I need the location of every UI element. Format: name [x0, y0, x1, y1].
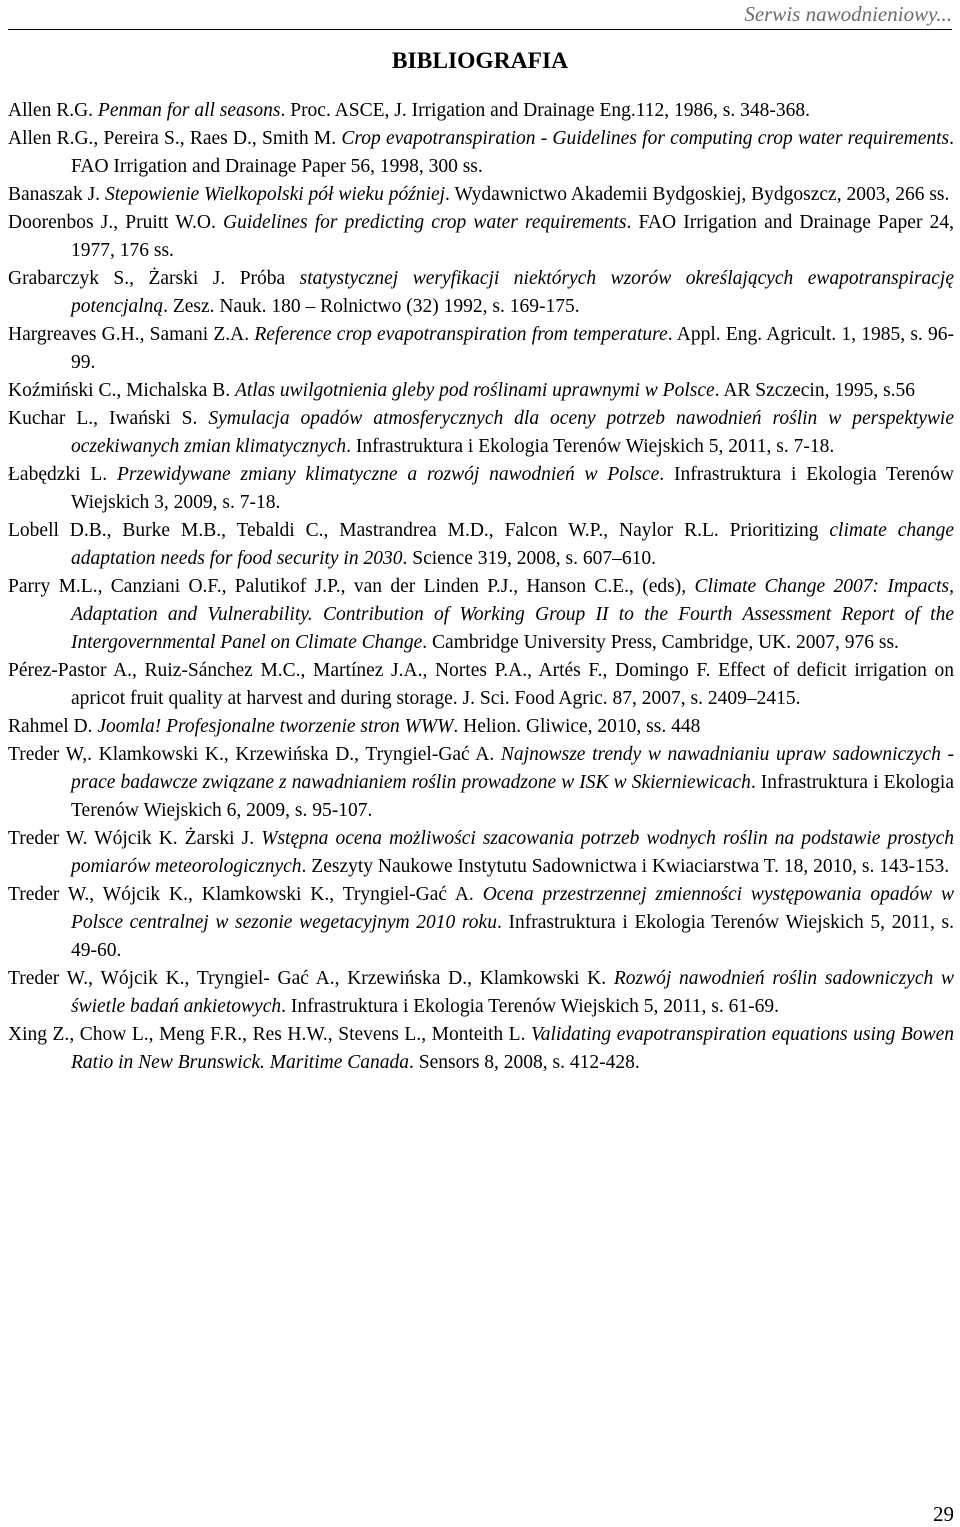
entry-details: . Helion. Gliwice, 2010, ss. 448 — [453, 716, 701, 737]
bibliography-entry — [8, 741, 954, 825]
entry-title: Ocena przestrzennej zmienności występowania opadów w Polsce centralnej w sezonie wegetacyjnym 2010 roku — [71, 884, 954, 933]
entry-title: climate change adaptation needs for food security in 2030 — [71, 520, 955, 569]
entry-title: Reference crop evapotranspiration from temperature — [254, 324, 668, 345]
entry-authors: Rahmel D. — [8, 716, 98, 737]
entry-details: . AR Szczecin, 1995, s.56 — [714, 380, 916, 401]
header-divider — [8, 29, 952, 30]
bibliography-entry — [8, 881, 954, 965]
bibliography-entry — [8, 321, 954, 377]
entry-title: statystycznej weryfikacji niektórych wzorów określających ewapotranspirację potencjalną — [71, 268, 955, 317]
running-header: Serwis nawodnieniowy... — [744, 2, 952, 26]
entry-title: Symulacja opadów atmosferycznych dla oceny potrzeb nawodnień roślin w perspektywie oczekiwanych zmian klimatycznych — [71, 408, 954, 457]
entry-authors: Pérez-Pastor A., Ruiz-Sánchez M.C., Martínez J.A., Nortes P.A., Artés F., Domingo F. — [8, 660, 719, 681]
bibliography-entry — [8, 125, 954, 181]
entry-authors: Treder W. Wójcik K. Żarski J. — [8, 828, 262, 849]
bibliography-entry — [8, 405, 954, 461]
entry-authors: Kuchar L., Iwański S. — [8, 408, 209, 429]
entry-details: . Infrastruktura i Ekologia Terenów Wiejskich 5, 2011, s. 61-69. — [281, 996, 780, 1017]
entry-details: . Science 319, 2008, s. 607–610. — [402, 548, 656, 569]
entry-details: . Sensors 8, 2008, s. 412-428. — [408, 1052, 640, 1073]
page-number: 29 — [933, 1502, 954, 1526]
entry-title: Joomla! Profesjonalne tworzenie stron WWW — [97, 716, 454, 737]
entry-authors: Łabędzki L. — [8, 464, 117, 485]
bibliography-entry — [8, 377, 954, 405]
page-title: BIBLIOGRAFIA — [391, 48, 569, 74]
entry-details: . Infrastruktura i Ekologia Terenów Wiejskich 6, 2009, s. 95-107. — [71, 772, 954, 821]
entry-title: Climate Change 2007: Impacts, Adaptation and Vulnerability. Contribution of Working Group II to the Fourth Assessment Report of the Intergovernmental Panel on Climate Change — [71, 576, 955, 653]
entry-title: Penman for all seasons — [97, 100, 281, 121]
bibliography-entry — [8, 657, 954, 713]
bibliography-entry — [8, 965, 954, 1021]
bibliography-entry — [8, 825, 954, 881]
bibliography-entry — [8, 713, 954, 741]
entry-title: Najnowsze trendy w nawadnianiu upraw sadowniczych - prace badawcze związane z nawadnianiem roślin prowadzone w ISK w Skierniewicach — [71, 744, 955, 793]
entry-details: Effect of deficit irrigation on apricot fruit quality at harvest and during storage. J. Sci. Food Agric. 87, 2007, s. 2409–2415. — [71, 660, 955, 709]
entry-title: Crop evapotranspiration - Guidelines for computing crop water requirements — [341, 128, 950, 149]
entry-title: Stepowienie Wielkopolski pół wieku później — [104, 184, 446, 205]
entry-title: Rozwój nawodnień roślin sadowniczych w świetle badań ankietowych — [71, 968, 954, 1017]
entry-authors: Allen R.G. — [8, 100, 98, 121]
entry-details: . Cambridge University Press, Cambridge, UK. 2007, 976 ss. — [422, 632, 899, 653]
entry-authors: Allen R.G., Pereira S., Raes D., Smith M. — [8, 128, 342, 149]
bibliography-entry — [8, 517, 954, 573]
bibliography-list — [8, 97, 954, 1077]
entry-authors: Banaszak J. — [8, 184, 105, 205]
entry-title: Atlas uwilgotnienia gleby pod roślinami uprawnymi w Polsce — [234, 380, 715, 401]
entry-details: . Appl. Eng. Agricult. 1, 1985, s. 96-99. — [71, 324, 955, 373]
entry-authors: Treder W,. Klamkowski K., Krzewińska D., Tryngiel-Gać A. — [8, 744, 501, 765]
entry-title: Guidelines for predicting crop water requirements — [223, 212, 627, 233]
entry-details: . Proc. ASCE, J. Irrigation and Drainage Eng.112, 1986, s. 348-368. — [280, 100, 810, 121]
entry-details: . Infrastruktura i Ekologia Terenów Wiejskich 3, 2009, s. 7-18. — [71, 464, 954, 513]
bibliography-entry — [8, 461, 954, 517]
entry-title: Wstępna ocena możliwości szacowania potrzeb wodnych roślin na podstawie prostych pomiarów meteorologicznych — [71, 828, 954, 877]
bibliography-entry — [8, 97, 954, 125]
entry-details: . Infrastruktura i Ekologia Terenów Wiejskich 5, 2011, s. 49-60. — [71, 912, 954, 961]
entry-authors: Doorenbos J., Pruitt W.O. — [8, 212, 224, 233]
bibliography-entry — [8, 1021, 954, 1077]
entry-title: Validating evapotranspiration equations using Bowen Ratio in New Brunswick. Maritime Canada — [71, 1024, 955, 1073]
entry-authors: Koźmiński C., Michalska B. — [8, 380, 235, 401]
entry-details: . Wydawnictwo Akademii Bydgoskiej, Bydgoszcz, 2003, 266 ss. — [445, 184, 950, 205]
entry-details: . Zesz. Nauk. 180 – Rolnictwo (32) 1992, s. 169-175. — [163, 296, 580, 317]
entry-authors: Hargreaves G.H., Samani Z.A. — [8, 324, 255, 345]
bibliography-entry — [8, 573, 954, 657]
bibliography-entry — [8, 265, 954, 321]
bibliography-entry — [8, 209, 954, 265]
entry-authors: Treder W., Wójcik K., Tryngiel- Gać A., Krzewińska D., Klamkowski K. — [8, 968, 614, 989]
entry-details: . FAO Irrigation and Drainage Paper 24, 1977, 176 ss. — [71, 212, 954, 261]
bibliography-entry — [8, 181, 954, 209]
entry-authors: Treder W., Wójcik K., Klamkowski K., Tryngiel-Gać A. — [8, 884, 483, 905]
entry-authors: Parry M.L., Canziani O.F., Palutikof J.P., van der Linden P.J., Hanson C.E., (eds), — [8, 576, 695, 597]
entry-authors: Lobell D.B., Burke M.B., Tebaldi C., Mastrandrea M.D., Falcon W.P., Naylor R.L. Prioritizing — [8, 520, 830, 541]
entry-details: . Zeszyty Naukowe Instytutu Sadownictwa i Kwiaciarstwa T. 18, 2010, s. 143-153. — [301, 856, 950, 877]
entry-title: Przewidywane zmiany klimatyczne a rozwój nawodnień w Polsce — [116, 464, 660, 485]
entry-authors: Xing Z., Chow L., Meng F.R., Res H.W., Stevens L., Monteith L. — [8, 1024, 532, 1045]
entry-details: . Infrastruktura i Ekologia Terenów Wiejskich 5, 2011, s. 7-18. — [346, 436, 835, 457]
entry-authors: Grabarczyk S., Żarski J. Próba — [8, 268, 300, 289]
entry-details: . FAO Irrigation and Drainage Paper 56, 1998, 300 ss. — [71, 128, 954, 177]
